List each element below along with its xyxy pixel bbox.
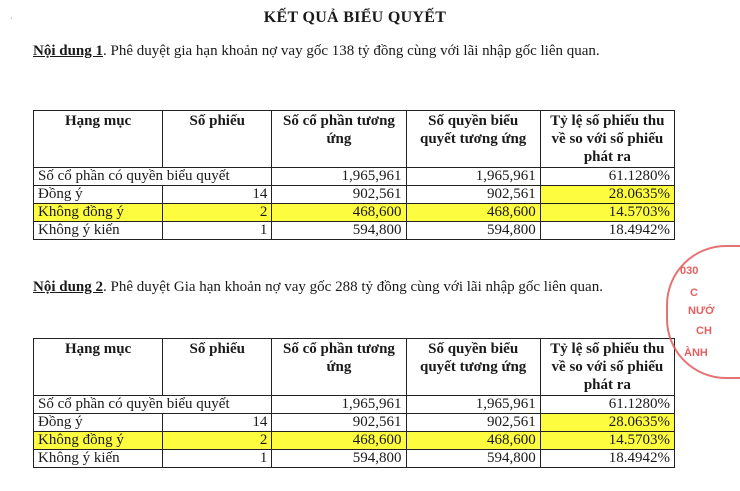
table-row-highlighted bbox=[34, 432, 675, 450]
table-row bbox=[34, 222, 675, 240]
header-votes: Số phiếu bbox=[163, 339, 272, 396]
table-row bbox=[34, 414, 675, 432]
row-shares: 468,600 bbox=[272, 432, 406, 450]
row-votes: 14 bbox=[163, 186, 272, 204]
section-1-text bbox=[33, 40, 673, 62]
section-2-text bbox=[33, 276, 673, 298]
row-voting-rights: 468,600 bbox=[406, 204, 540, 222]
row-shares: 1,965,961 bbox=[272, 168, 406, 186]
page-title: KẾT QUẢ BIỂU QUYẾT bbox=[263, 9, 447, 26]
table-row bbox=[34, 396, 675, 414]
row-category: Không ý kiến bbox=[34, 450, 163, 468]
row-ratio: 61.1280% bbox=[540, 396, 674, 414]
row-ratio: 18.4942% bbox=[540, 450, 674, 468]
row-shares: 594,800 bbox=[272, 450, 406, 468]
row-voting-rights: 468,600 bbox=[406, 432, 540, 450]
scan-speck: · bbox=[10, 14, 13, 23]
row-category: Đồng ý bbox=[34, 414, 163, 432]
table-row-highlighted bbox=[34, 204, 675, 222]
header-shares: Số cổ phần tương ứng bbox=[272, 111, 406, 168]
row-voting-rights: 594,800 bbox=[406, 222, 540, 240]
row-votes: 1 bbox=[163, 222, 272, 240]
row-voting-rights: 902,561 bbox=[406, 414, 540, 432]
row-shares: 902,561 bbox=[272, 414, 406, 432]
header-shares: Số cổ phần tương ứng bbox=[272, 339, 406, 396]
row-voting-rights: 902,561 bbox=[406, 186, 540, 204]
row-votes: 2 bbox=[163, 204, 272, 222]
header-voting-rights: Số quyền biểu quyết tương ứng bbox=[406, 339, 540, 396]
header-category: Hạng mục bbox=[34, 339, 163, 396]
row-ratio: 28.0635% bbox=[540, 186, 674, 204]
section-1-description: . Phê duyệt gia hạn khoản nợ vay gốc 138 tỷ đồng cùng với lãi nhập gốc liên quan. bbox=[103, 43, 600, 59]
table-header-row bbox=[34, 111, 675, 168]
row-shares: 902,561 bbox=[272, 186, 406, 204]
row-ratio: 14.5703% bbox=[540, 204, 674, 222]
vote-table-1 bbox=[33, 110, 675, 240]
row-shares: 1,965,961 bbox=[272, 396, 406, 414]
row-votes: 1 bbox=[163, 450, 272, 468]
table-header-row bbox=[34, 339, 675, 396]
header-ratio: Tỷ lệ số phiếu thu về so với số phiếu phát ra bbox=[540, 111, 674, 168]
row-voting-rights: 594,800 bbox=[406, 450, 540, 468]
row-shares: 468,600 bbox=[272, 204, 406, 222]
row-category: Số cổ phần có quyền biểu quyết bbox=[34, 396, 272, 414]
row-voting-rights: 1,965,961 bbox=[406, 396, 540, 414]
row-category: Không ý kiến bbox=[34, 222, 163, 240]
row-ratio: 61.1280% bbox=[540, 168, 674, 186]
row-category: Đồng ý bbox=[34, 186, 163, 204]
table-row bbox=[34, 450, 675, 468]
row-category: Không đồng ý bbox=[34, 204, 163, 222]
row-category: Số cổ phần có quyền biểu quyết bbox=[34, 168, 272, 186]
section-2-description: . Phê duyệt Gia hạn khoản nợ vay gốc 288 tỷ đồng cùng với lãi nhập gốc liên quan. bbox=[103, 279, 603, 295]
header-votes: Số phiếu bbox=[163, 111, 272, 168]
table-row bbox=[34, 168, 675, 186]
row-ratio: 14.5703% bbox=[540, 432, 674, 450]
table-row bbox=[34, 186, 675, 204]
row-votes: 14 bbox=[163, 414, 272, 432]
row-votes: 2 bbox=[163, 432, 272, 450]
row-category: Không đồng ý bbox=[34, 432, 163, 450]
header-voting-rights: Số quyền biểu quyết tương ứng bbox=[406, 111, 540, 168]
row-ratio: 28.0635% bbox=[540, 414, 674, 432]
section-1-label: Nội dung 1 bbox=[33, 43, 104, 59]
row-voting-rights: 1,965,961 bbox=[406, 168, 540, 186]
row-ratio: 18.4942% bbox=[540, 222, 674, 240]
header-category: Hạng mục bbox=[34, 111, 163, 168]
row-shares: 594,800 bbox=[272, 222, 406, 240]
section-2-label: Nội dung 2 bbox=[33, 279, 104, 295]
header-ratio: Tỷ lệ số phiếu thu về so với số phiếu phát ra bbox=[540, 339, 674, 396]
vote-table-2 bbox=[33, 338, 675, 468]
company-seal-stamp: 030 C NƯỚ CH ÀNH bbox=[666, 245, 740, 379]
